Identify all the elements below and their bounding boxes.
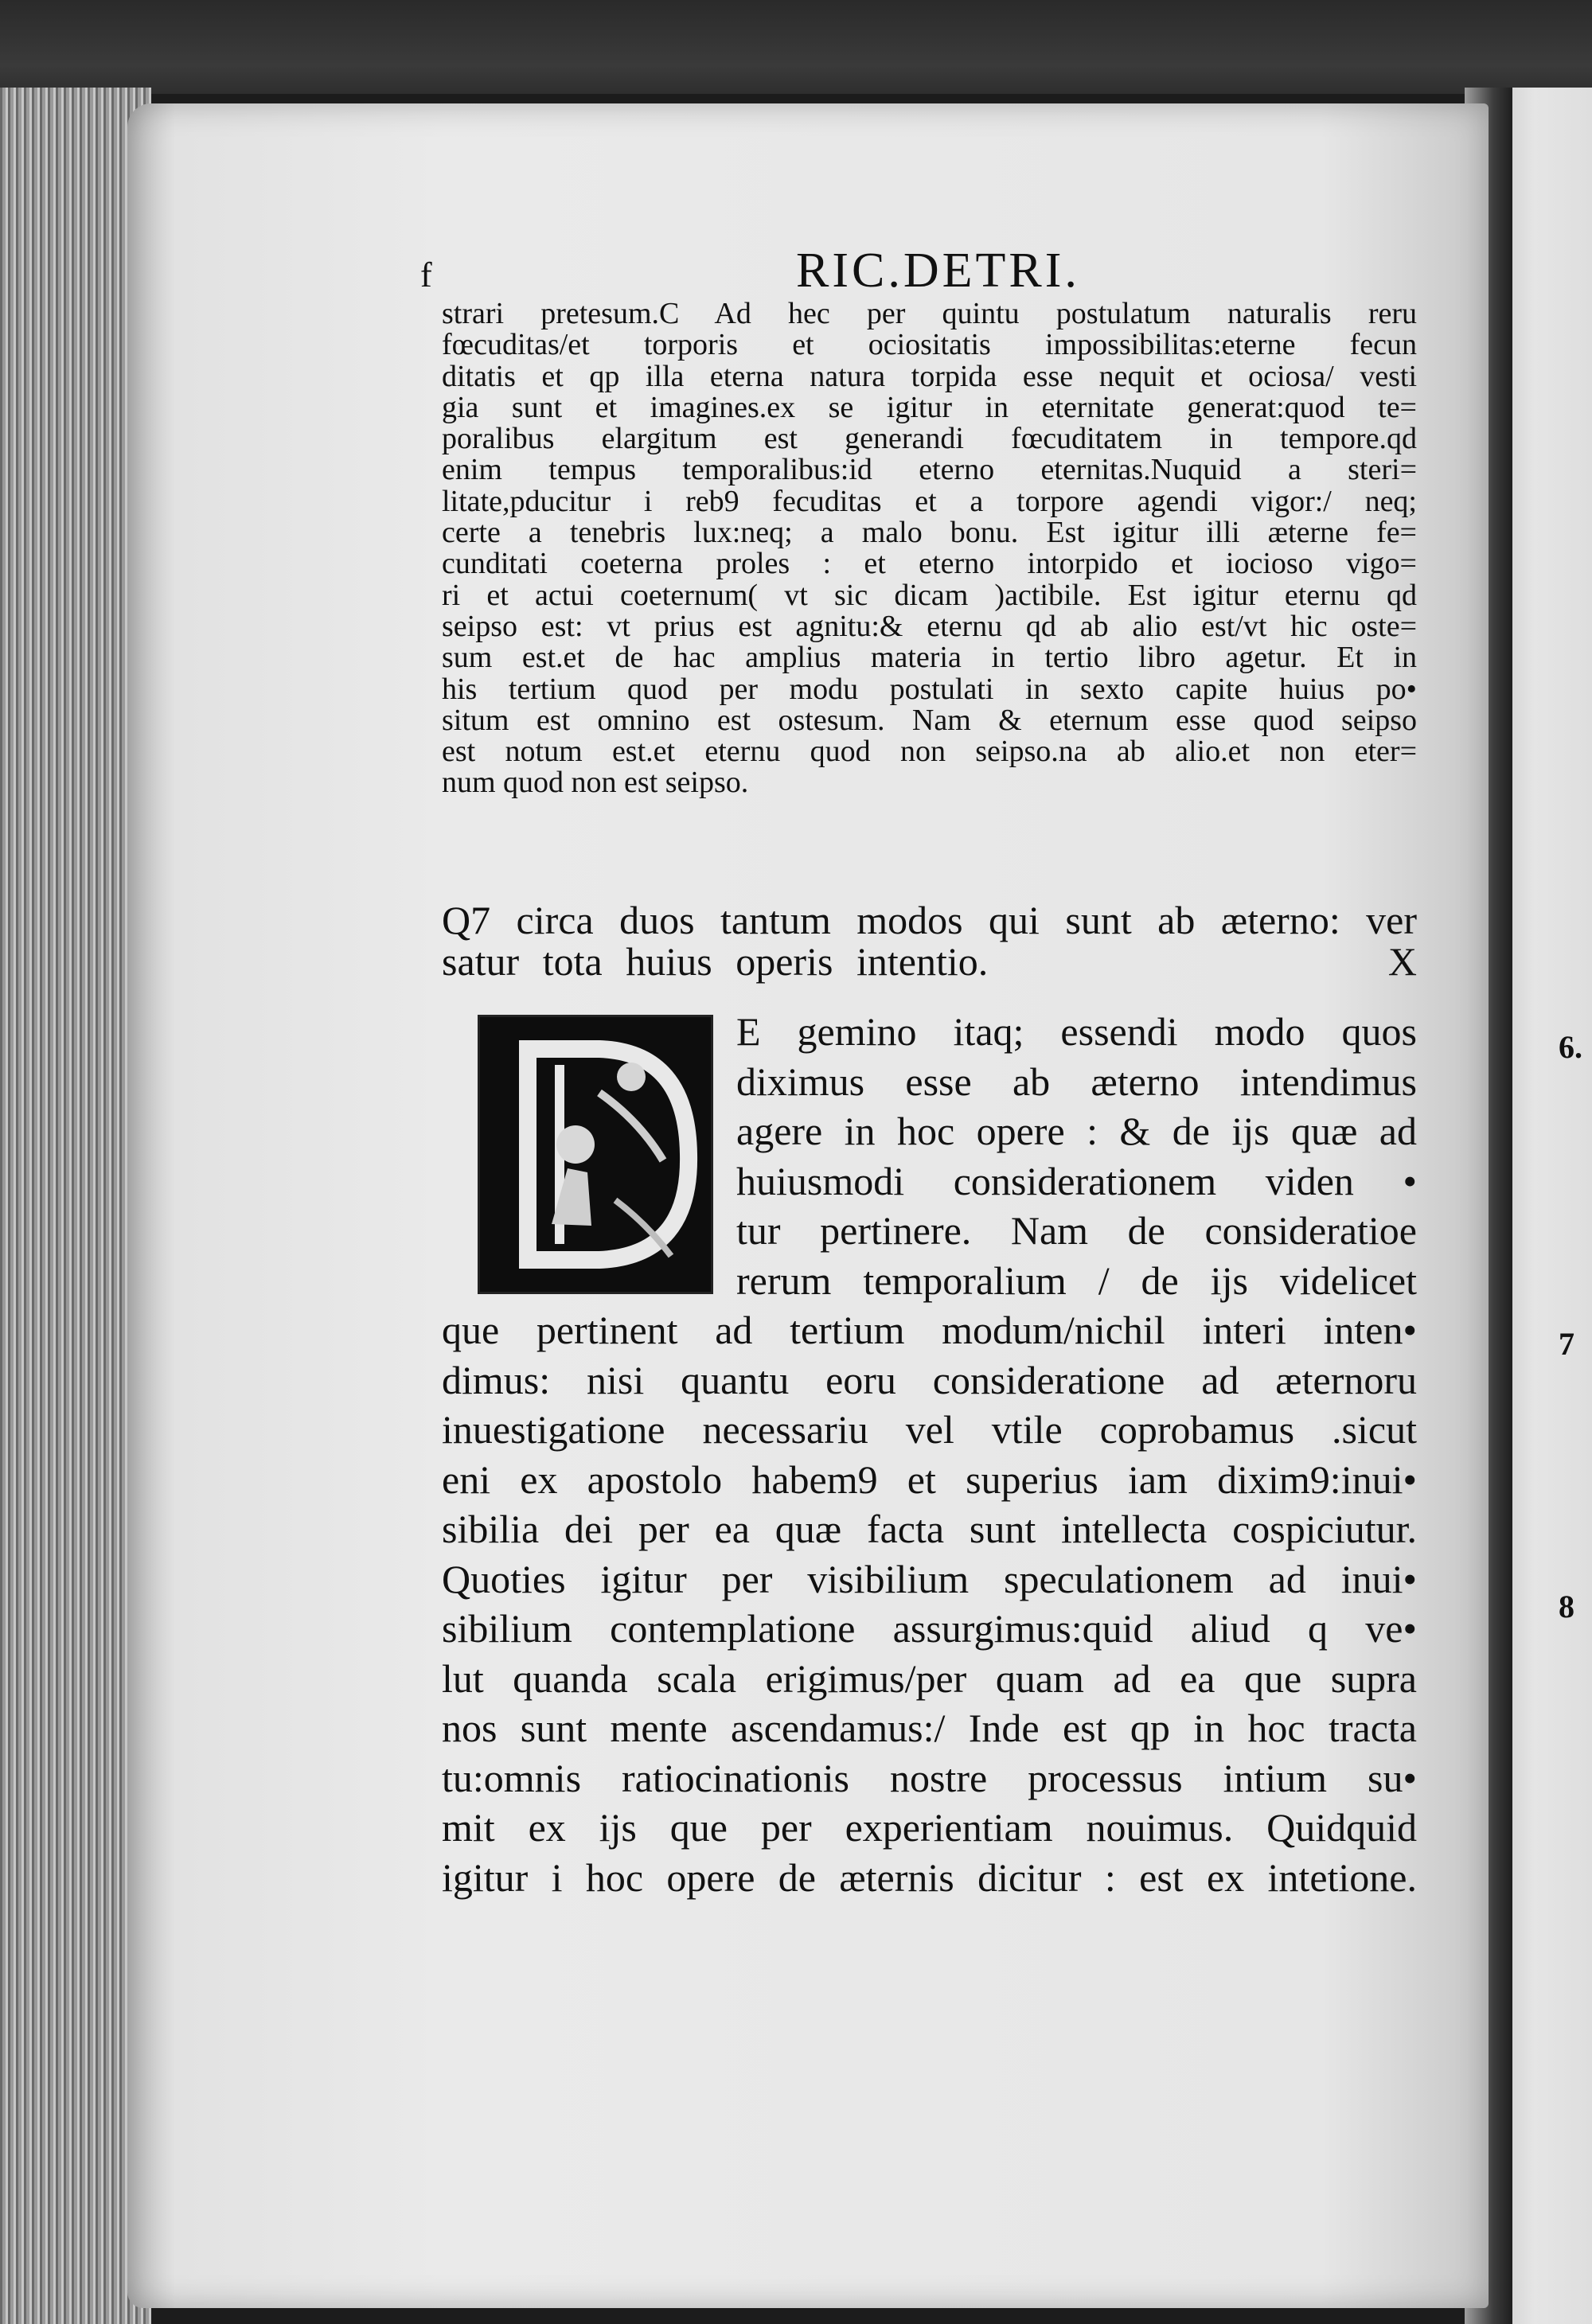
text-line: huiusmodi considerationem viden •: [736, 1158, 1417, 1203]
text-line: enim tempus temporalibus:id eterno eternitas.Nuquid a steri=: [442, 453, 1417, 487]
text-line: eni ex apostolo habem9 et superius iam dixim9:inui•: [442, 1456, 1417, 1502]
text-line: E gemino itaq; essendi modo quos: [736, 1009, 1417, 1054]
text-line: ditatis et qp illa eterna natura torpida esse nequit et ociosa/ vesti: [442, 359, 1417, 393]
text-line: certe a tenebris lux:neq; a malo bonu. Est igitur illi æterne fe=: [442, 516, 1417, 550]
text-line: his tertium quod per modu postulati in sexto capite huius po•: [442, 672, 1417, 706]
text-line: sibilium contemplatione assurgimus:quid aliud q ve•: [442, 1606, 1417, 1651]
text-line: situm est omnino est ostesum. Nam & eternum esse quod seipso: [442, 703, 1417, 737]
running-head: RIC.DETRI.: [796, 244, 1080, 298]
text-line: agere in hoc opere : & de ijs quæ ad: [736, 1109, 1417, 1153]
heading-line: Q7 circa duos tantum modos qui sunt ab æterno: ver: [442, 898, 1417, 942]
paragraph-one: [442, 298, 1417, 799]
text-line: tu:omnis ratiocinationis nostre processus intium su•: [442, 1755, 1417, 1800]
text-line: fœcuditas/et torporis et ociositatis impossibilitas:eterne fecun: [442, 328, 1417, 362]
text-line: est notum est.et eternu quod non seipso.na ab alio.et non eter=: [442, 735, 1417, 769]
margin-note: 8: [1559, 1589, 1574, 1624]
margin-note: 7: [1559, 1326, 1574, 1362]
text-line: seipso est: vt prius est agnitu:& eternu qd ab alio est/vt hic oste=: [442, 609, 1417, 643]
text-line: diximus esse ab æterno intendimus: [736, 1059, 1417, 1104]
text-line: sibilia dei per ea quæ facta sunt intellecta cospiciutur.: [442, 1507, 1417, 1551]
paragraph-two: [442, 1007, 1417, 1902]
folio-mark: f: [420, 255, 432, 294]
text-line: poralibus elargitum est generandi fœcuditatem in tempore.qd: [442, 422, 1417, 456]
text-line: strari pretesum.C Ad hec per quintu postulatum naturalis reru: [442, 297, 1417, 330]
text-line: rerum temporalium / de ijs videlicet: [736, 1258, 1417, 1303]
text-line: nos sunt mente ascendamus:/ Inde est qp in hoc tracta: [442, 1706, 1417, 1750]
binding-strap: [0, 0, 1592, 94]
text-line: cunditati coeterna proles : et eterno intorpido et iocioso vigo=: [442, 547, 1417, 581]
text-line: igitur i hoc opere de æternis dicitur : est ex intetione.: [442, 1854, 1417, 1900]
text-line: inuestigatione necessariu vel vtile coprobamus .sicut: [442, 1407, 1417, 1452]
text-line: ri et actui coeternum( vt sic dicam )actibile. Est igitur eternu qd: [442, 578, 1417, 612]
text-line: Quoties igitur per visibilium speculationem ad inui•: [442, 1556, 1417, 1601]
text-line: dimus: nisi quantu eoru consideratione ad æternoru: [442, 1357, 1417, 1402]
text-line: lut quanda scala erigimus/per quam ad ea que supra: [442, 1655, 1417, 1701]
margin-note: 6.: [1559, 1029, 1582, 1065]
text-line: tur pertinere. Nam de consideratioe: [736, 1208, 1417, 1253]
chapter-heading: [442, 899, 1417, 982]
text-line: que pertinent ad tertium modum/nichil interi inten•: [442, 1308, 1417, 1352]
text-line: gia sunt et imagines.ex se igitur in eternitate generat:quod te=: [442, 390, 1417, 424]
text-line: sum est.et de hac amplius materia in tertio libro agetur. Et in: [442, 641, 1417, 675]
text-line: mit ex ijs que per experientiam nouimus. Quidquid: [442, 1805, 1417, 1850]
text-line: num quod non est seipso.: [442, 766, 749, 800]
text-line: litate,pducitur i reb9 fecuditas et a torpore agendi vigor:/ neq;: [442, 484, 1417, 518]
heading-line: satur tota huius operis intentio. X: [442, 939, 1417, 984]
